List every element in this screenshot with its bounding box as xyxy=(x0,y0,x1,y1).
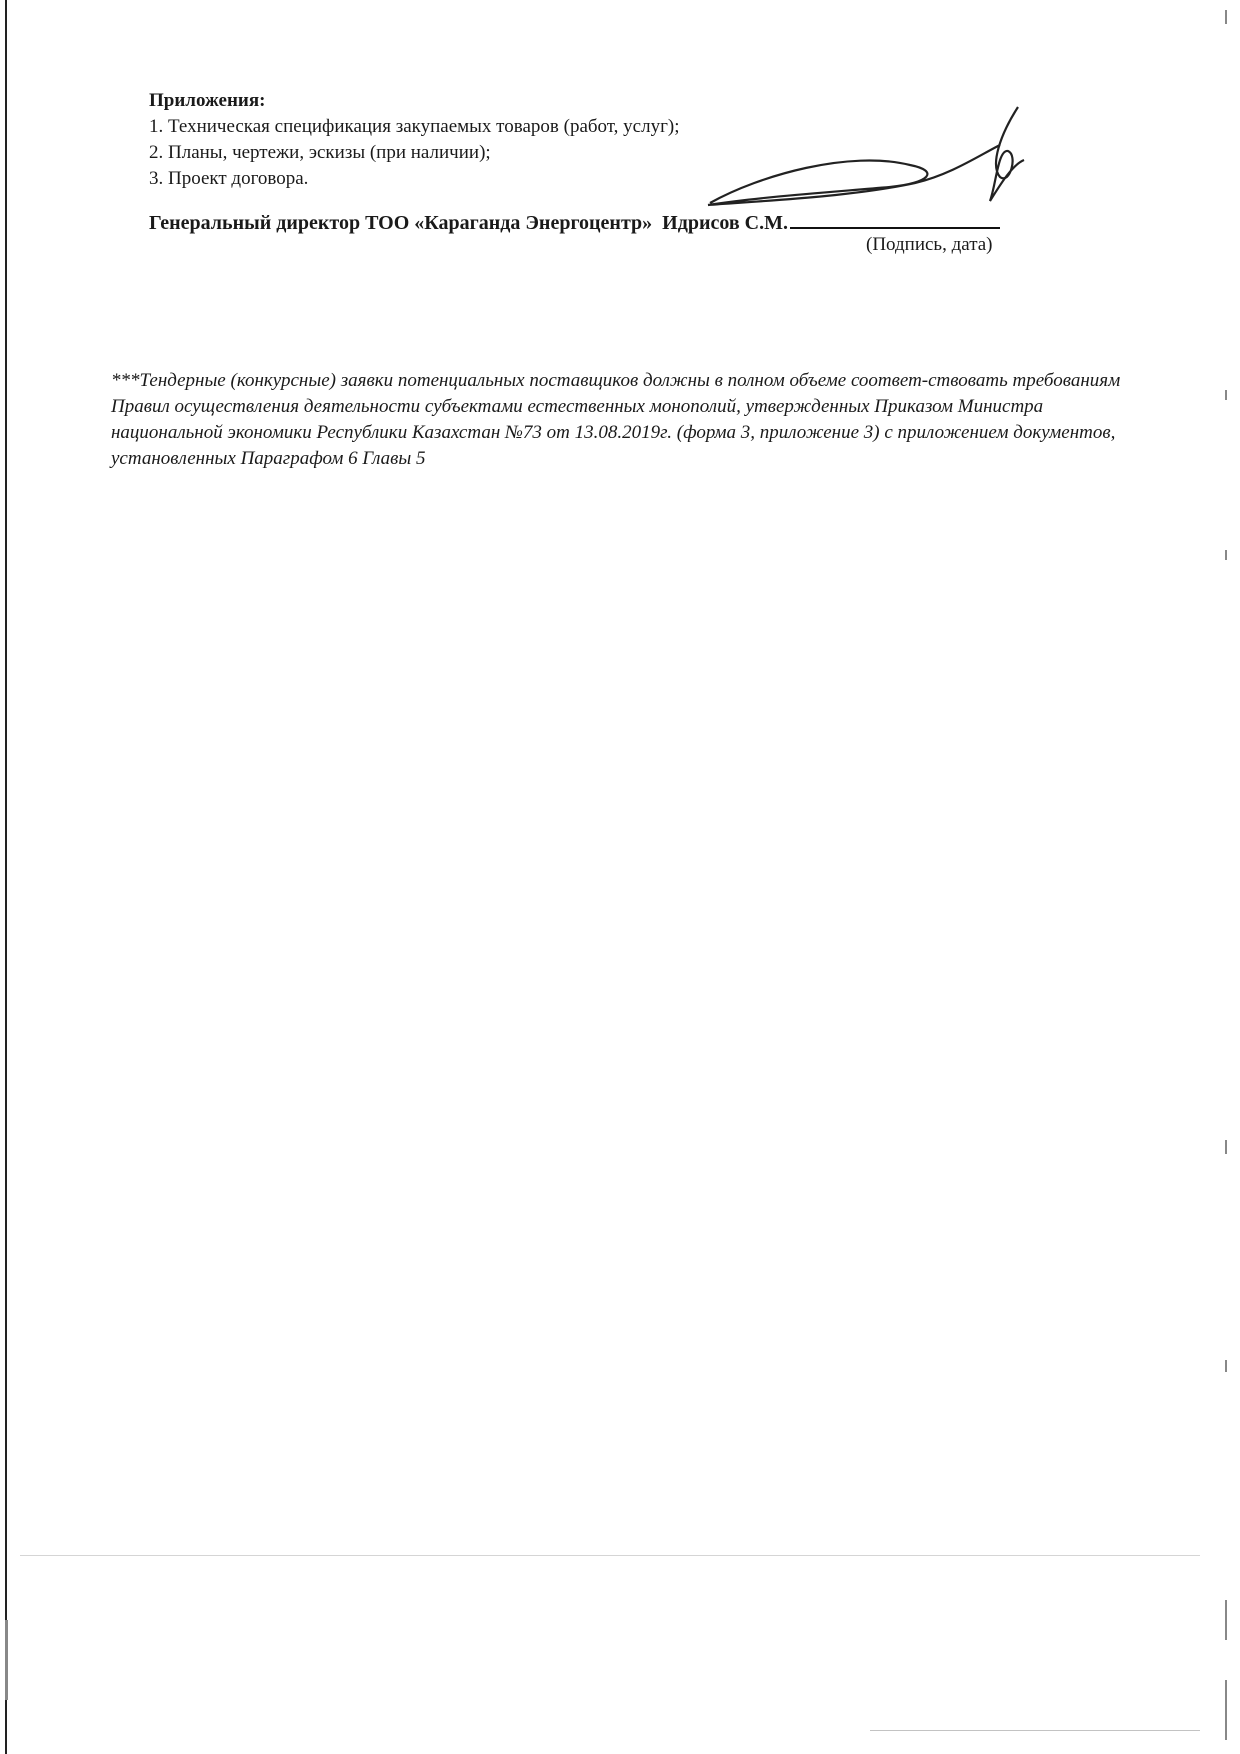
attachment-item: 1. Техническая спецификация закупаемых товаров (работ, услуг); xyxy=(149,116,680,137)
attachment-item: 3. Проект договора. xyxy=(149,168,309,189)
signature-caption: (Подпись, дата) xyxy=(866,234,993,255)
attachments-heading: Приложения: xyxy=(149,90,266,111)
footnote: ***Тендерные (конкурсные) заявки потенциальных поставщиков должны в полном объеме соответ-ствовать требованиям Правил осуществления деятельности субъектами естественных монополий, утвержденных Приказом Министра национальной экономики Республики Казахстан №73 от 13.08.2019г. (форма 3, приложение 3) с приложением документов, установленных Параграфом 6 Главы 5 xyxy=(111,370,1121,469)
director-position: Генеральный директор ТОО «Караганда Энергоцентр» xyxy=(149,212,653,234)
director-name: Идрисов С.М. xyxy=(662,212,788,234)
attachment-item: 2. Планы, чертежи, эскизы (при наличии); xyxy=(149,142,491,163)
